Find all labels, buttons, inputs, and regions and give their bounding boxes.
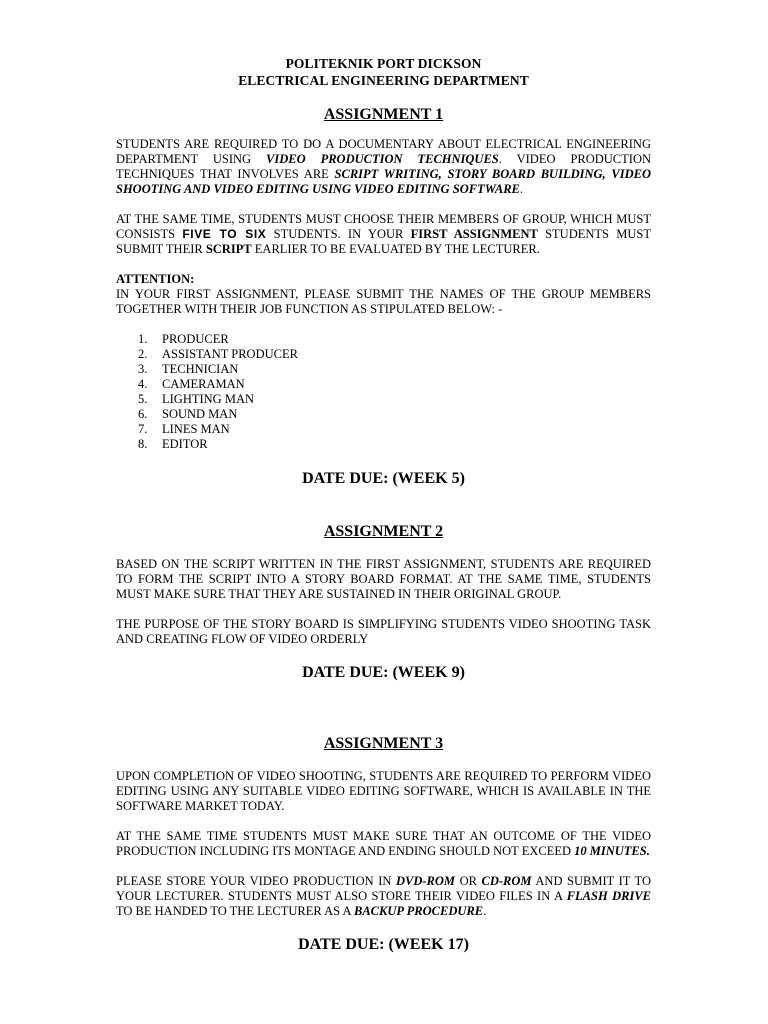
assignment-1-due-date: DATE DUE: (WEEK 5) [302, 470, 465, 487]
job-function-label: SOUND MAN [162, 407, 238, 421]
text-run: BACKUP PROCEDURE [353, 904, 484, 918]
assignment-2-paragraph-1: BASED ON THE SCRIPT WRITTEN IN THE FIRST ASSIGNMENT, STUDENTS ARE REQUIRED TO FORM THE SCRIPT INTO A STORY BOARD FORMAT. AT THE SAME TIME, STUDENTS MUST MAKE SURE THAT THEY ARE SUSTAINED IN THEIR ORIGINAL GROUP. [116, 557, 651, 601]
text-run: FIRST ASSIGNMENT [410, 227, 538, 241]
document-page [116, 55, 651, 954]
job-function-item [116, 347, 651, 362]
text-run: 10 MINUTES. [574, 844, 650, 858]
job-function-label: TECHNICIAN [162, 362, 239, 376]
text-run: OR [455, 874, 482, 888]
job-function-label: LIGHTING MAN [162, 392, 254, 406]
assignment-2-paragraph-2: THE PURPOSE OF THE STORY BOARD IS SIMPLIFYING STUDENTS VIDEO SHOOTING TASK AND CREATING FLOW OF VIDEO ORDERLY [116, 617, 651, 646]
assignment-3-paragraph-1: UPON COMPLETION OF VIDEO SHOOTING, STUDENTS ARE REQUIRED TO PERFORM VIDEO EDITING USING ANY SUITABLE VIDEO EDITING SOFTWARE, WHICH IS AVAILABLE IN THE SOFTWARE MARKET TODAY. [116, 769, 651, 813]
list-number: 8. [138, 437, 148, 451]
text-run: AT THE SAME TIME, STUDENTS MUST CHOOSE THEIR MEMBERS OF GROUP, WHICH MUST CONSISTS [116, 212, 651, 241]
text-run: CD-ROM [481, 874, 532, 888]
job-function-item [116, 422, 651, 437]
job-function-item [116, 437, 651, 452]
text-run: . VIDEO PRODUCTION TECHNIQUES THAT INVOLVES ARE [116, 152, 652, 181]
institution-name: POLITEKNIK PORT DICKSON [285, 56, 482, 71]
assignment-3-paragraph-3 [116, 874, 651, 919]
list-number: 7. [138, 422, 148, 436]
document-header [116, 55, 651, 89]
assignment-1-paragraph-1 [116, 137, 651, 197]
job-function-item [116, 392, 651, 407]
text-run: SCRIPT WRITING, STORY BOARD BUILDING, VIDEO SHOOTING AND VIDEO EDITING USING VIDEO EDITING SOFTWARE [116, 167, 651, 196]
attention-text: IN YOUR FIRST ASSIGNMENT, PLEASE SUBMIT THE NAMES OF THE GROUP MEMBERS TOGETHER WITH THEIR JOB FUNCTION AS STIPULATED BELOW: - [116, 287, 651, 316]
assignment-3-paragraph-2 [116, 829, 651, 859]
text-run: FIVE TO SIX [182, 227, 267, 241]
text-run: AND SUBMIT IT TO YOUR LECTURER. STUDENTS MUST ALSO STORE THEIR VIDEO FILES IN A [116, 874, 651, 903]
list-number: 4. [138, 377, 148, 391]
assignment-1-title: ASSIGNMENT 1 [323, 106, 444, 123]
text-run: . [483, 904, 487, 918]
text-run: VIDEO PRODUCTION TECHNIQUES [266, 152, 499, 166]
text-run: STUDENTS. IN YOUR [266, 227, 411, 241]
assignment-2-title: ASSIGNMENT 2 [323, 523, 444, 540]
job-function-list [116, 332, 651, 452]
text-run: SCRIPT [205, 242, 252, 256]
text-run: . [519, 182, 524, 196]
text-run: EARLIER TO BE EVALUATED BY THE LECTURER. [251, 242, 540, 256]
assignment-3-due-date: DATE DUE: (WEEK 17) [298, 936, 469, 953]
job-function-item [116, 332, 651, 347]
job-function-item [116, 362, 651, 377]
list-number: 6. [138, 407, 148, 421]
assignment-1-paragraph-2 [116, 212, 651, 257]
assignment-3-title: ASSIGNMENT 3 [323, 735, 444, 752]
job-function-label: LINES MAN [162, 422, 230, 436]
job-function-label: PRODUCER [162, 332, 229, 346]
text-run: TO BE HANDED TO THE LECTURER AS A [116, 904, 354, 918]
job-function-label: ASSISTANT PRODUCER [162, 347, 298, 361]
text-run: DVD-ROM [395, 874, 456, 888]
department-name: ELECTRICAL ENGINEERING DEPARTMENT [238, 73, 529, 88]
job-function-label: EDITOR [162, 437, 208, 451]
list-number: 3. [138, 362, 148, 376]
text-run: STUDENTS ARE REQUIRED TO DO A DOCUMENTARY ABOUT ELECTRICAL ENGINEERING DEPARTMENT USING [116, 137, 651, 166]
text-run: FLASH DRIVE [566, 889, 651, 903]
assignment-2-due-date: DATE DUE: (WEEK 9) [302, 664, 465, 681]
text-run: STUDENTS MUST SUBMIT THEIR [116, 227, 651, 256]
job-function-label: CAMERAMAN [162, 377, 245, 391]
list-number: 1. [138, 332, 148, 346]
job-function-item [116, 407, 651, 422]
job-function-item [116, 377, 651, 392]
text-run: AT THE SAME TIME STUDENTS MUST MAKE SURE THAT AN OUTCOME OF THE VIDEO PRODUCTION INCLUDING ITS MONTAGE AND ENDING SHOULD NOT EXCEED [116, 829, 651, 858]
list-number: 2. [138, 347, 148, 361]
attention-label: ATTENTION: [116, 272, 195, 286]
list-number: 5. [138, 392, 148, 406]
text-run: PLEASE STORE YOUR VIDEO PRODUCTION IN [116, 874, 396, 888]
